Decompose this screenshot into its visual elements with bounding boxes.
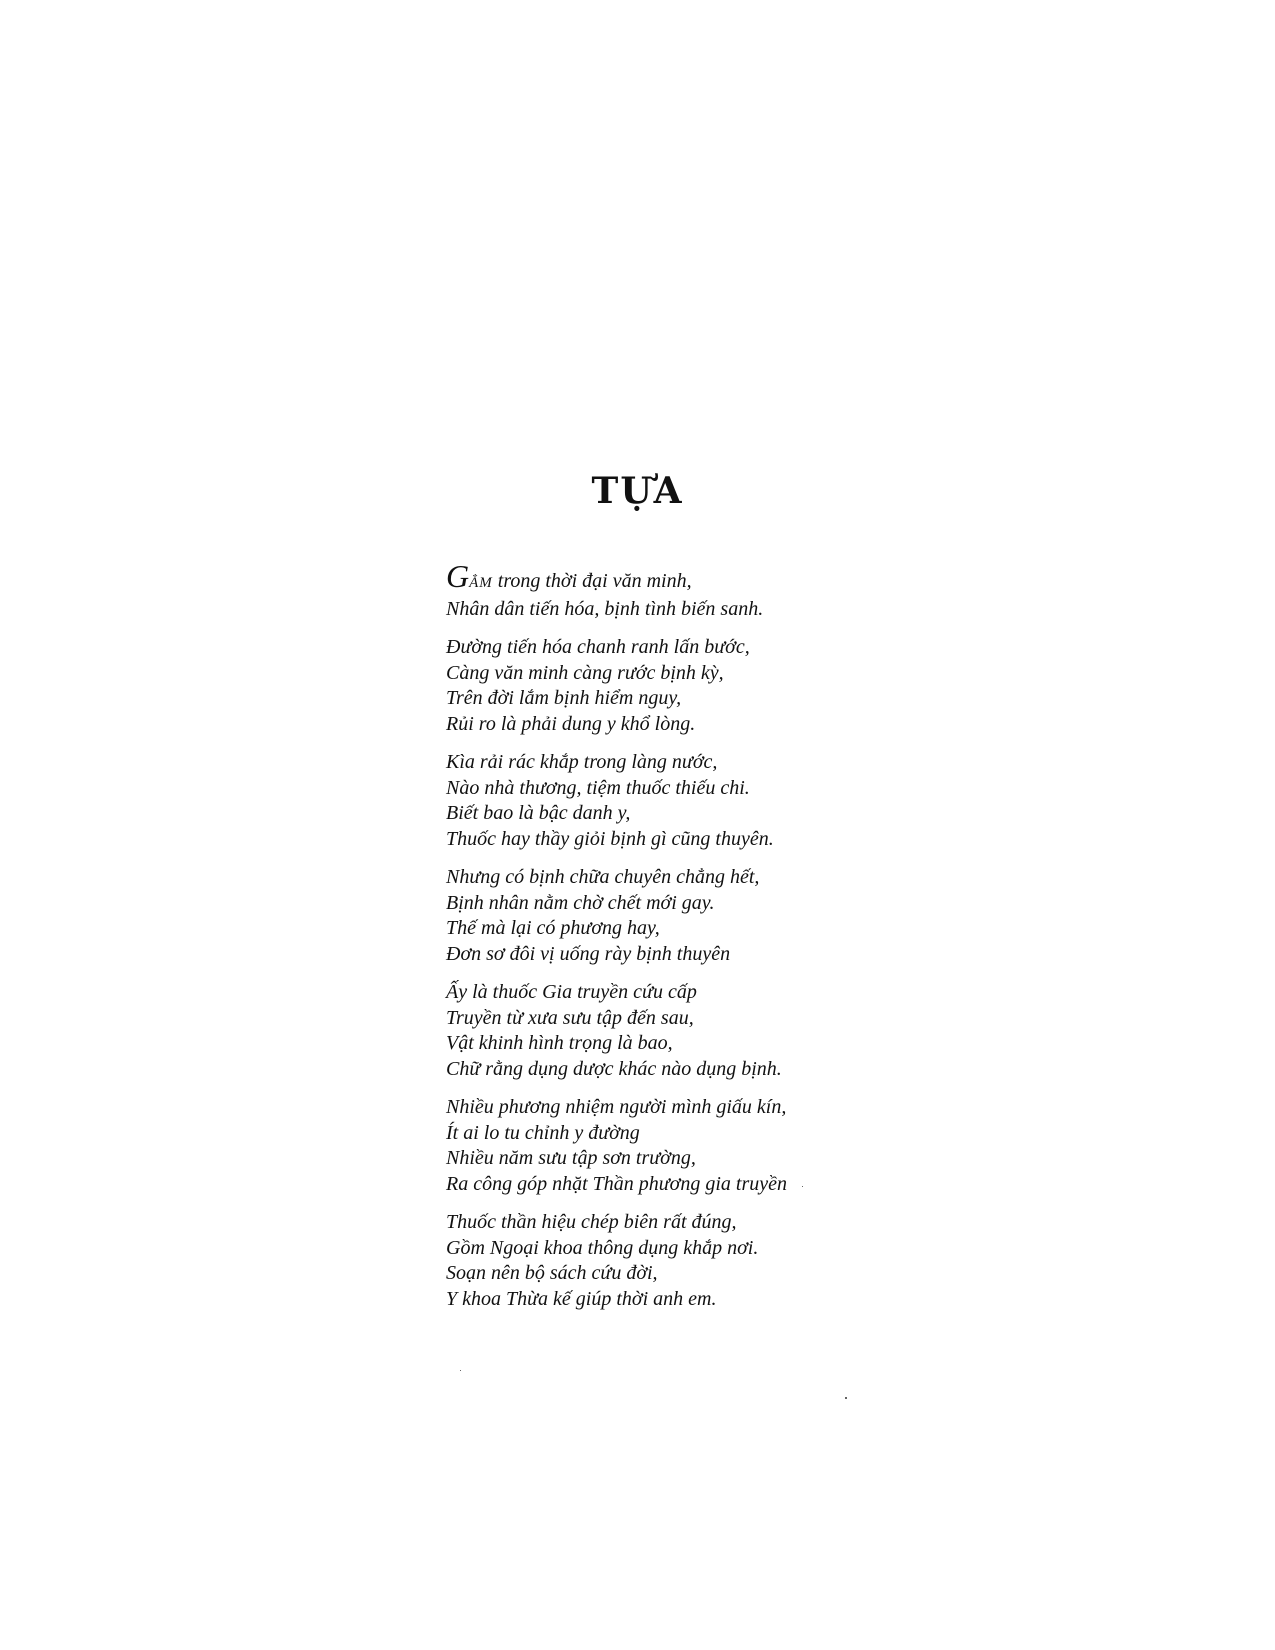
poem-line: Biết bao là bậc danh y, [446, 802, 631, 824]
first-line-text: trong thời đại văn minh, [492, 570, 692, 592]
poem-line: Nhiều phương nhiệm người mình giấu kín, [446, 1096, 787, 1118]
scan-speck [845, 1397, 847, 1399]
scan-speck [460, 1370, 461, 1371]
poem-line: Rủi ro là phải dung y khổ lòng. [446, 712, 696, 735]
first-line-caps: ẲM [469, 575, 493, 591]
poem-line: Soạn nên bộ sách cứu đời, [446, 1262, 658, 1284]
poem-stanza [446, 865, 966, 967]
poem-line: Đường tiến hóa chanh ranh lấn bước, [446, 636, 750, 658]
poem-line: Chữ rằng dụng dược khác nào dụng bịnh. [446, 1057, 782, 1080]
poem-line: Ra công góp nhặt Thần phương gia truyền [446, 1172, 788, 1195]
poem-line: Thế mà lại có phương hay, [446, 917, 660, 939]
poem-line: Càng văn minh càng rước bịnh kỳ, [446, 661, 724, 684]
poem-stanza [446, 980, 966, 1082]
poem-line: Nhân dân tiến hóa, bịnh tình biến sanh. [446, 597, 764, 620]
poem-line: Nhiều năm sưu tập sơn trường, [446, 1147, 696, 1169]
poem [446, 558, 966, 1325]
drop-cap: G [446, 558, 470, 594]
poem-line: Ấy là thuốc Gia truyền cứu cấp [446, 981, 697, 1003]
poem-line: Thuốc hay thầy giỏi bịnh gì cũng thuyên. [446, 827, 774, 850]
poem-line: Ít ai lo tu chỉnh y đường [446, 1121, 640, 1144]
poem-stanza [446, 1210, 966, 1312]
poem-line: Bịnh nhân nằm chờ chết mới gay. [446, 891, 715, 914]
poem-line: Y khoa Thừa kế giúp thời anh em. [446, 1287, 717, 1310]
poem-line: Vật khinh hình trọng là bao, [446, 1032, 673, 1054]
poem-line: Trên đời lắm bịnh hiểm nguy, [446, 687, 682, 709]
page-title: TỰA [591, 470, 684, 512]
poem-stanza [446, 1095, 966, 1197]
poem-line: Gồm Ngoại khoa thông dụng khắp nơi. [446, 1236, 759, 1259]
scan-speck [802, 1186, 803, 1187]
poem-line: Kìa rải rác khắp trong làng nước, [446, 751, 718, 773]
poem-line: Nhưng có bịnh chữa chuyên chẳng hết, [446, 866, 760, 888]
poem-stanza [446, 750, 966, 852]
poem-line: Truyền từ xưa sưu tập đến sau, [446, 1006, 694, 1029]
poem-line: Đơn sơ đôi vị uống rày bịnh thuyên [446, 942, 731, 965]
poem-line: Thuốc thần hiệu chép biên rất đúng, [446, 1211, 737, 1233]
poem-line: Nào nhà thương, tiệm thuốc thiếu chi. [446, 776, 750, 799]
poem-stanza [446, 558, 966, 622]
poem-stanza [446, 635, 966, 737]
poem-first-line [446, 558, 966, 597]
